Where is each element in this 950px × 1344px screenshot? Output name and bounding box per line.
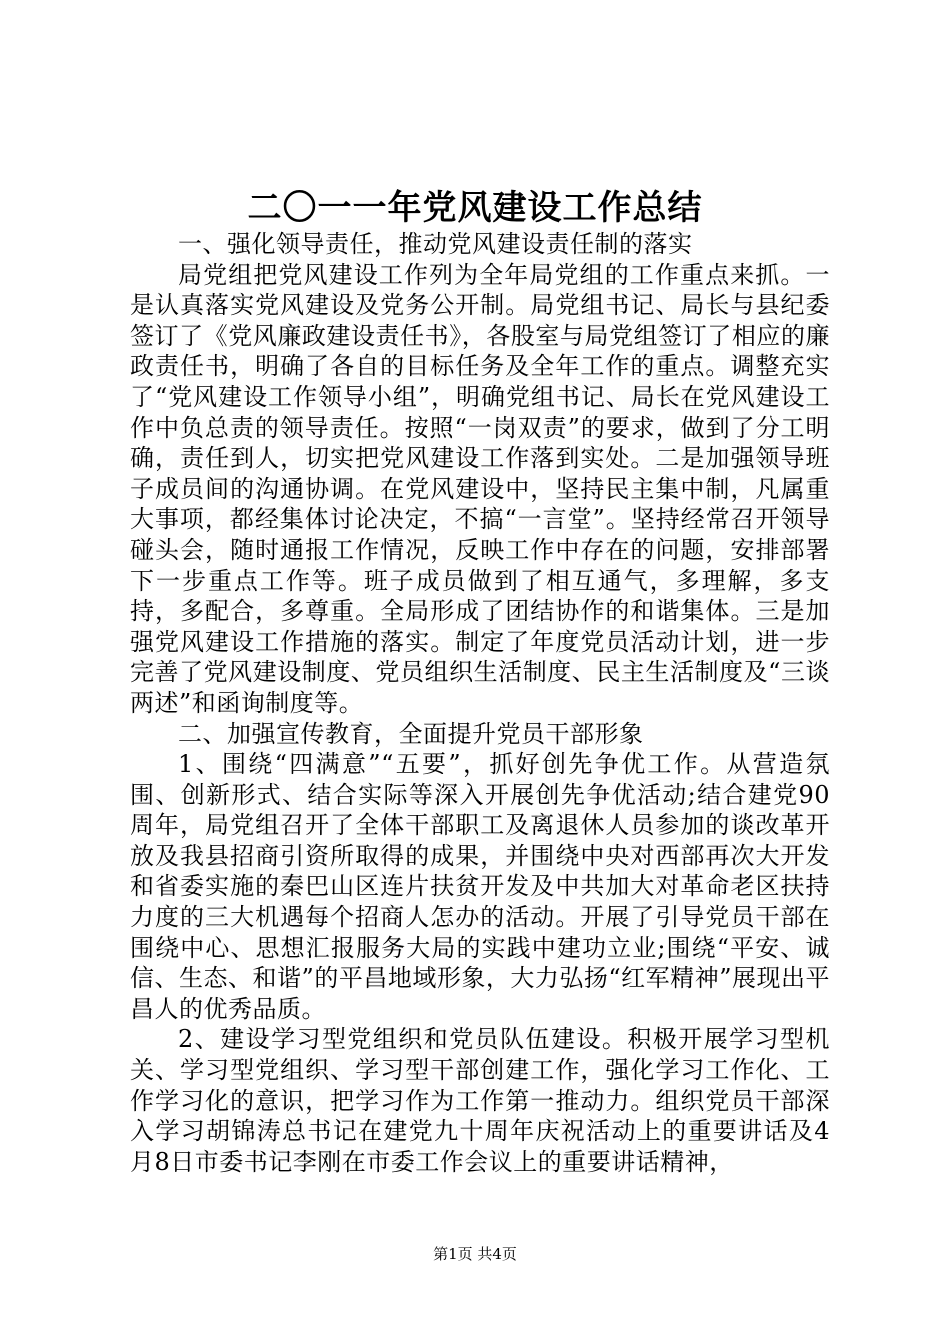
section-heading-2: 二、加强宣传教育，全面提升党员干部形象 bbox=[178, 719, 644, 748]
document-body bbox=[130, 229, 830, 1177]
document-title: 二〇一一年党风建设工作总结 bbox=[247, 188, 703, 228]
body-paragraph: 1、围绕“四满意”“五要”，抓好创先争优工作。从营造氛围、创新形式、结合实际等深入开展创先争优活动;结合建党90周年，局党组召开了全体干部职工及离退休人员参加的谈改革开放及我县招商引资所取得的成果，并围绕中央对西部再次大开发和省委实施的秦巴山区连片扶贫开发及中共加大对革命老区扶持力度的三大机遇每个招商人怎办的活动。开展了引导党员干部在围绕中心、思想汇报服务大局的实践中建功立业;围绕“平安、诚信、生态、和谐”的平昌地域形象，大力弘扬“红军精神”展现出平昌人的优秀品质。 bbox=[130, 750, 830, 1023]
body-paragraph: 局党组把党风建设工作列为全年局党组的工作重点来抓。一是认真落实党风建设及党务公开制。局党组书记、局长与县纪委签订了《党风廉政建设责任书》，各股室与局党组签订了相应的廉政责任书，明确了各自的目标任务及全年工作的重点。调整充实了“党风建设工作领导小组”，明确党组书记、局长在党风建设工作中负总责的领导责任。按照“一岗双责”的要求，做到了分工明确，责任到人，切实把党风建设工作落到实处。二是加强领导班子成员间的沟通协调。在党风建设中，坚持民主集中制，凡属重大事项，都经集体讨论决定，不搞“一言堂”。坚持经常召开领导碰头会，随时通报工作情况，反映工作中存在的问题，安排部署下一步重点工作等。班子成员做到了相互通气，多理解，多支持，多配合，多尊重。全局形成了团结协作的和谐集体。三是加强党风建设工作措施的落实。制定了年度党员活动计划，进一步完善了党风建设制度、党员组织生活制度、民主生活制度及“三谈两述”和函询制度等。 bbox=[130, 260, 830, 717]
page-number-footer: 第1页 共4页 bbox=[433, 1245, 517, 1263]
body-paragraph: 2、建设学习型党组织和党员队伍建设。积极开展学习型机关、学习型党组织、学习型干部创建工作，强化学习工作化、工作学习化的意识，把学习作为工作第一推动力。组织党员干部深入学习胡锦涛总书记在建党九十周年庆祝活动上的重要讲话及4月8日市委书记李刚在市委工作会议上的重要讲话精神， bbox=[130, 1025, 830, 1176]
section-heading-1: 一、强化领导责任，推动党风建设责任制的落实 bbox=[178, 230, 693, 258]
